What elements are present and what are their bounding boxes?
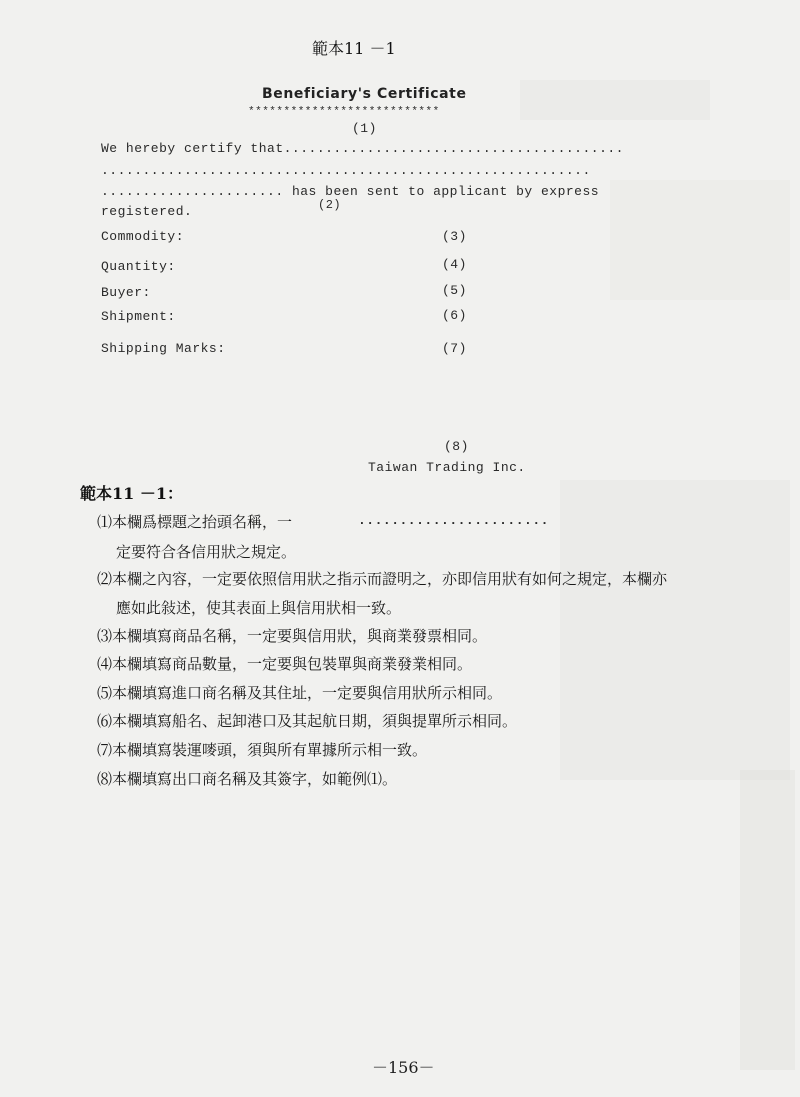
marker-8: (8) <box>444 439 469 454</box>
note-1a: ⑴本欄爲標題之抬頭名稱，一 <box>97 513 293 531</box>
title-underline-stars: *************************** <box>248 106 440 118</box>
certificate-title: Beneficiary's Certificate <box>262 86 467 102</box>
field-marker-shipment: (6) <box>442 308 467 323</box>
bleed-through-mark <box>520 80 710 120</box>
field-marker-quantity: (4) <box>442 257 467 272</box>
note-4: ⑷本欄填寫商品數量，一定要與包裝單與商業發業相同。 <box>97 655 473 673</box>
marker-1: (1) <box>352 121 377 136</box>
note-8: ⑻本欄填寫出口商名稱及其簽字，如範例⑴。 <box>97 770 398 788</box>
note-2a: ⑵本欄之內容，一定要依照信用狀之指示而證明之，亦即信用狀有如何之規定，本欄亦 <box>97 570 668 588</box>
scan-edge-shadow <box>740 770 795 1070</box>
field-label-commodity: Commodity: <box>101 229 185 244</box>
note-5: ⑸本欄填寫進口商名稱及其住址，一定要與信用狀所示相同。 <box>97 684 503 702</box>
field-label-shipping-marks: Shipping Marks: <box>101 341 226 356</box>
note-3: ⑶本欄填寫商品名稱，一定要與信用狀，與商業發票相同。 <box>97 627 488 645</box>
field-label-quantity: Quantity: <box>101 259 176 274</box>
field-marker-buyer: (5) <box>442 283 467 298</box>
template-label: 範本11 －1 <box>312 39 396 58</box>
notes-heading: 範本11 －1： <box>80 484 183 503</box>
field-label-buyer: Buyer: <box>101 285 151 300</box>
note-1b: 定要符合各信用狀之規定。 <box>116 543 297 561</box>
dotted-fill: ...................... <box>101 184 284 199</box>
marker-2: (2) <box>318 198 342 212</box>
field-marker-commodity: (3) <box>442 229 467 244</box>
sent-text: has been sent to applicant by express <box>283 184 600 199</box>
signer-name: Taiwan Trading Inc. <box>368 460 526 475</box>
bleed-through-mark <box>610 180 790 300</box>
dotted-fill-line: ........................................................... <box>101 163 591 178</box>
note-7: ⑺本欄填寫裝運嘜頭，須與所有單據所示相一致。 <box>97 741 428 759</box>
page-number: －156－ <box>372 1058 435 1077</box>
note-2b: 應如此敍述，使其表面上與信用狀相一致。 <box>116 599 402 617</box>
field-marker-shipping-marks: (7) <box>442 341 467 356</box>
certify-line: We hereby certify that......................................... <box>101 141 624 156</box>
bleed-through-mark <box>560 480 790 780</box>
registered-line: registered. <box>101 204 193 219</box>
note-1-dots: ....................... <box>358 513 549 528</box>
note-6: ⑹本欄填寫船名、起卸港口及其起航日期，須與提單所示相同。 <box>97 712 518 730</box>
sent-line <box>101 184 599 199</box>
field-label-shipment: Shipment: <box>101 309 176 324</box>
